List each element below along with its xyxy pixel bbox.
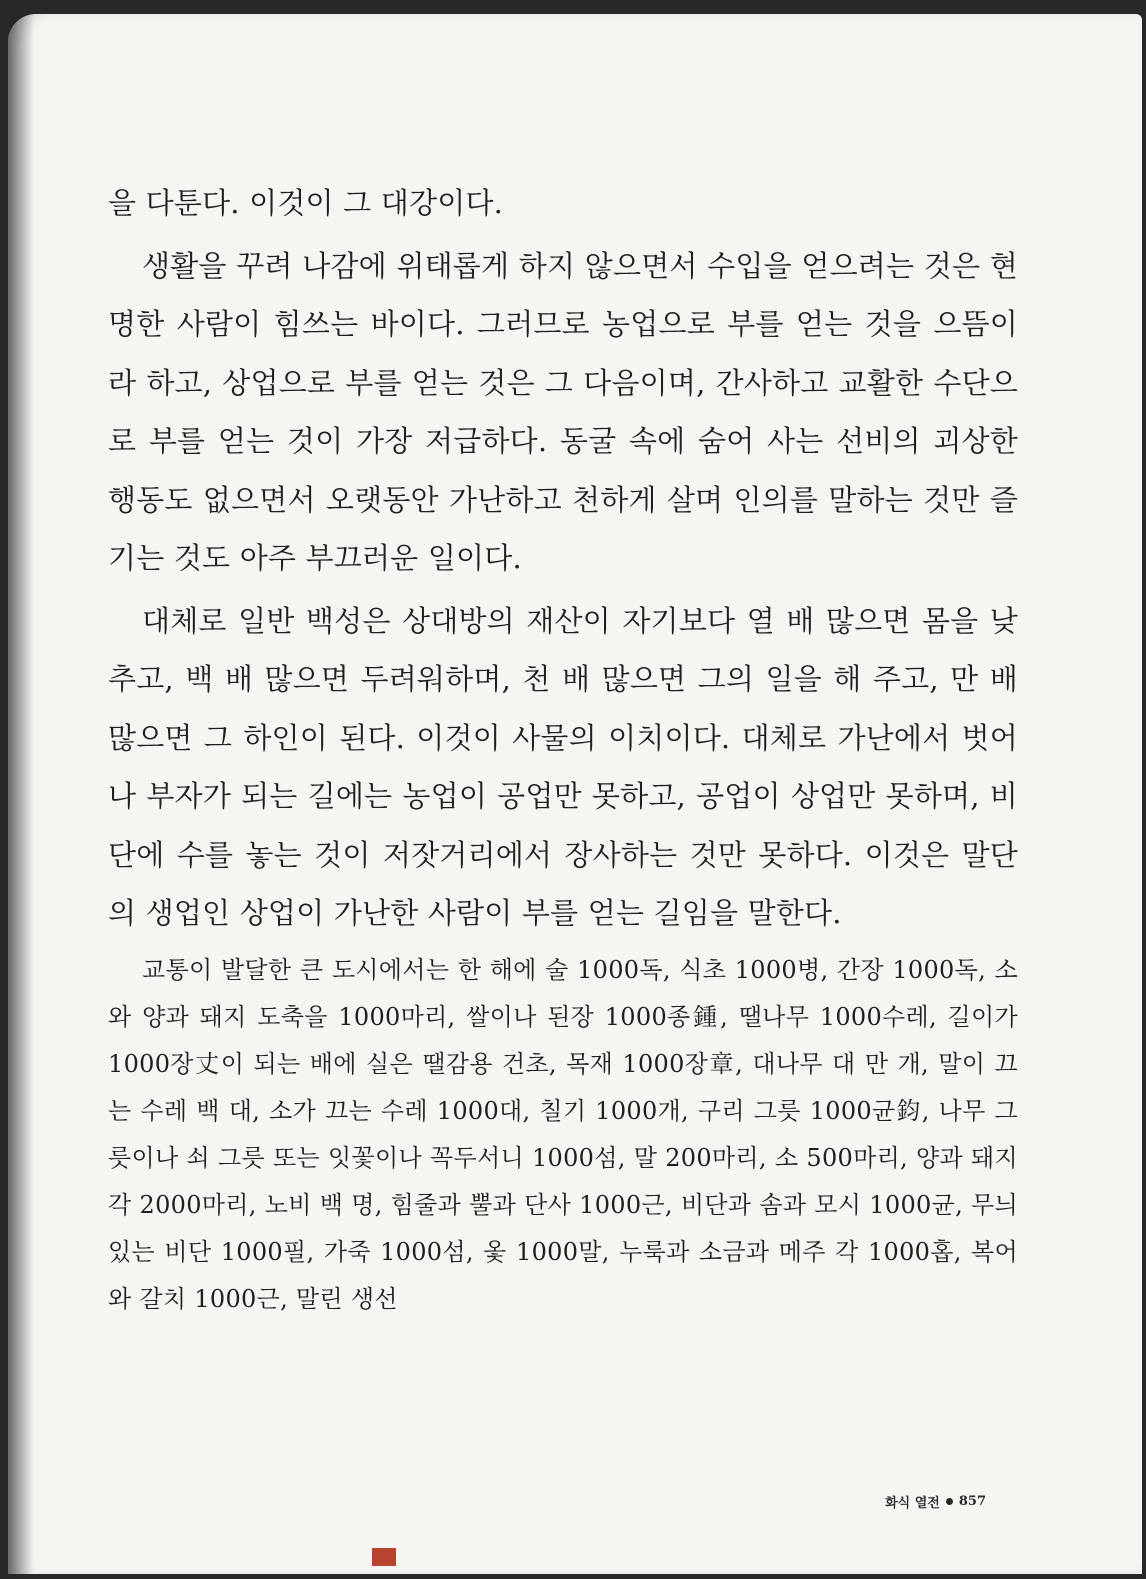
bookmark-tab: [372, 1548, 396, 1566]
paragraph-livelihood: 생활을 꾸려 나감에 위태롭게 하지 않으면서 수입을 얻으려는 것은 현명한 사람이 힘쓰는 바이다. 그러므로 농업으로 부를 얻는 것을 으뜸이라 하고, 상업으로 부를 얻는 것은 그 다음이며, 간사하고 교활한 수단으로 부를 얻는 것이 가장 저급하다. 동굴 속에 숨어 사는 선비의 괴상한 행동도 없으면서 오랫동안 가난하고 천하게 살며 인의를 말하는 것만 즐기는 것도 아주 부끄러운 일이다.: [108, 248, 1018, 575]
paragraph-trade-goods: 교통이 발달한 큰 도시에서는 한 해에 술 1000독, 식초 1000병, 간장 1000독, 소와 양과 돼지 도축을 1000마리, 쌀이나 된장 1000종鍾, 땔나무 1000수레, 길이가 1000장丈이 되는 배에 실은 땔감용 건초, 목재 1000장章, 대나무 대 만 개, 말이 끄는 수레 백 대, 소가 끄는 수레 1000대, 칠기 1000개, 구리 그릇 1000균鈞, 나무 그릇이나 쇠 그릇 또는 잇꽃이나 꼭두서니 1000섬, 말 200마리, 소 500마리, 양과 돼지 각 2000마리, 노비 백 명, 힘줄과 뿔과 단사 1000근, 비단과 솜과 모시 1000균, 무늬 있는 비단 1000필, 가죽 1000섬, 옻 1000말, 누룩과 소금과 메주 각 1000홉, 복어와 갈치 1000근, 말린 생선: [108, 955, 1018, 1313]
running-title: 화식 열전: [885, 1496, 940, 1511]
page-gutter-shadow: [8, 14, 34, 1574]
page-number: 857: [958, 1494, 986, 1509]
body-text: [108, 174, 1018, 1323]
paragraph-common-people: 대체로 일반 백성은 상대방의 재산이 자기보다 열 배 많으면 몸을 낮추고, 백 배 많으면 두려워하며, 천 배 많으면 그의 일을 해 주고, 만 배 많으면 그 하인이 된다. 이것이 사물의 이치이다. 대체로 가난에서 벗어나 부자가 되는 길에는 농업이 공업만 못하고, 공업이 상업만 못하며, 비단에 수를 놓는 것이 저잣거리에서 장사하는 것만 못하다. 이것은 말단의 생업인 상업이 가난한 사람이 부를 얻는 길임을 말한다.: [108, 603, 1018, 930]
bullet-icon: [946, 1498, 953, 1505]
book-page: [8, 14, 1142, 1574]
paragraph-continuation: 을 다툰다. 이것이 그 대강이다.: [108, 186, 504, 220]
page-footer: [885, 1492, 986, 1511]
